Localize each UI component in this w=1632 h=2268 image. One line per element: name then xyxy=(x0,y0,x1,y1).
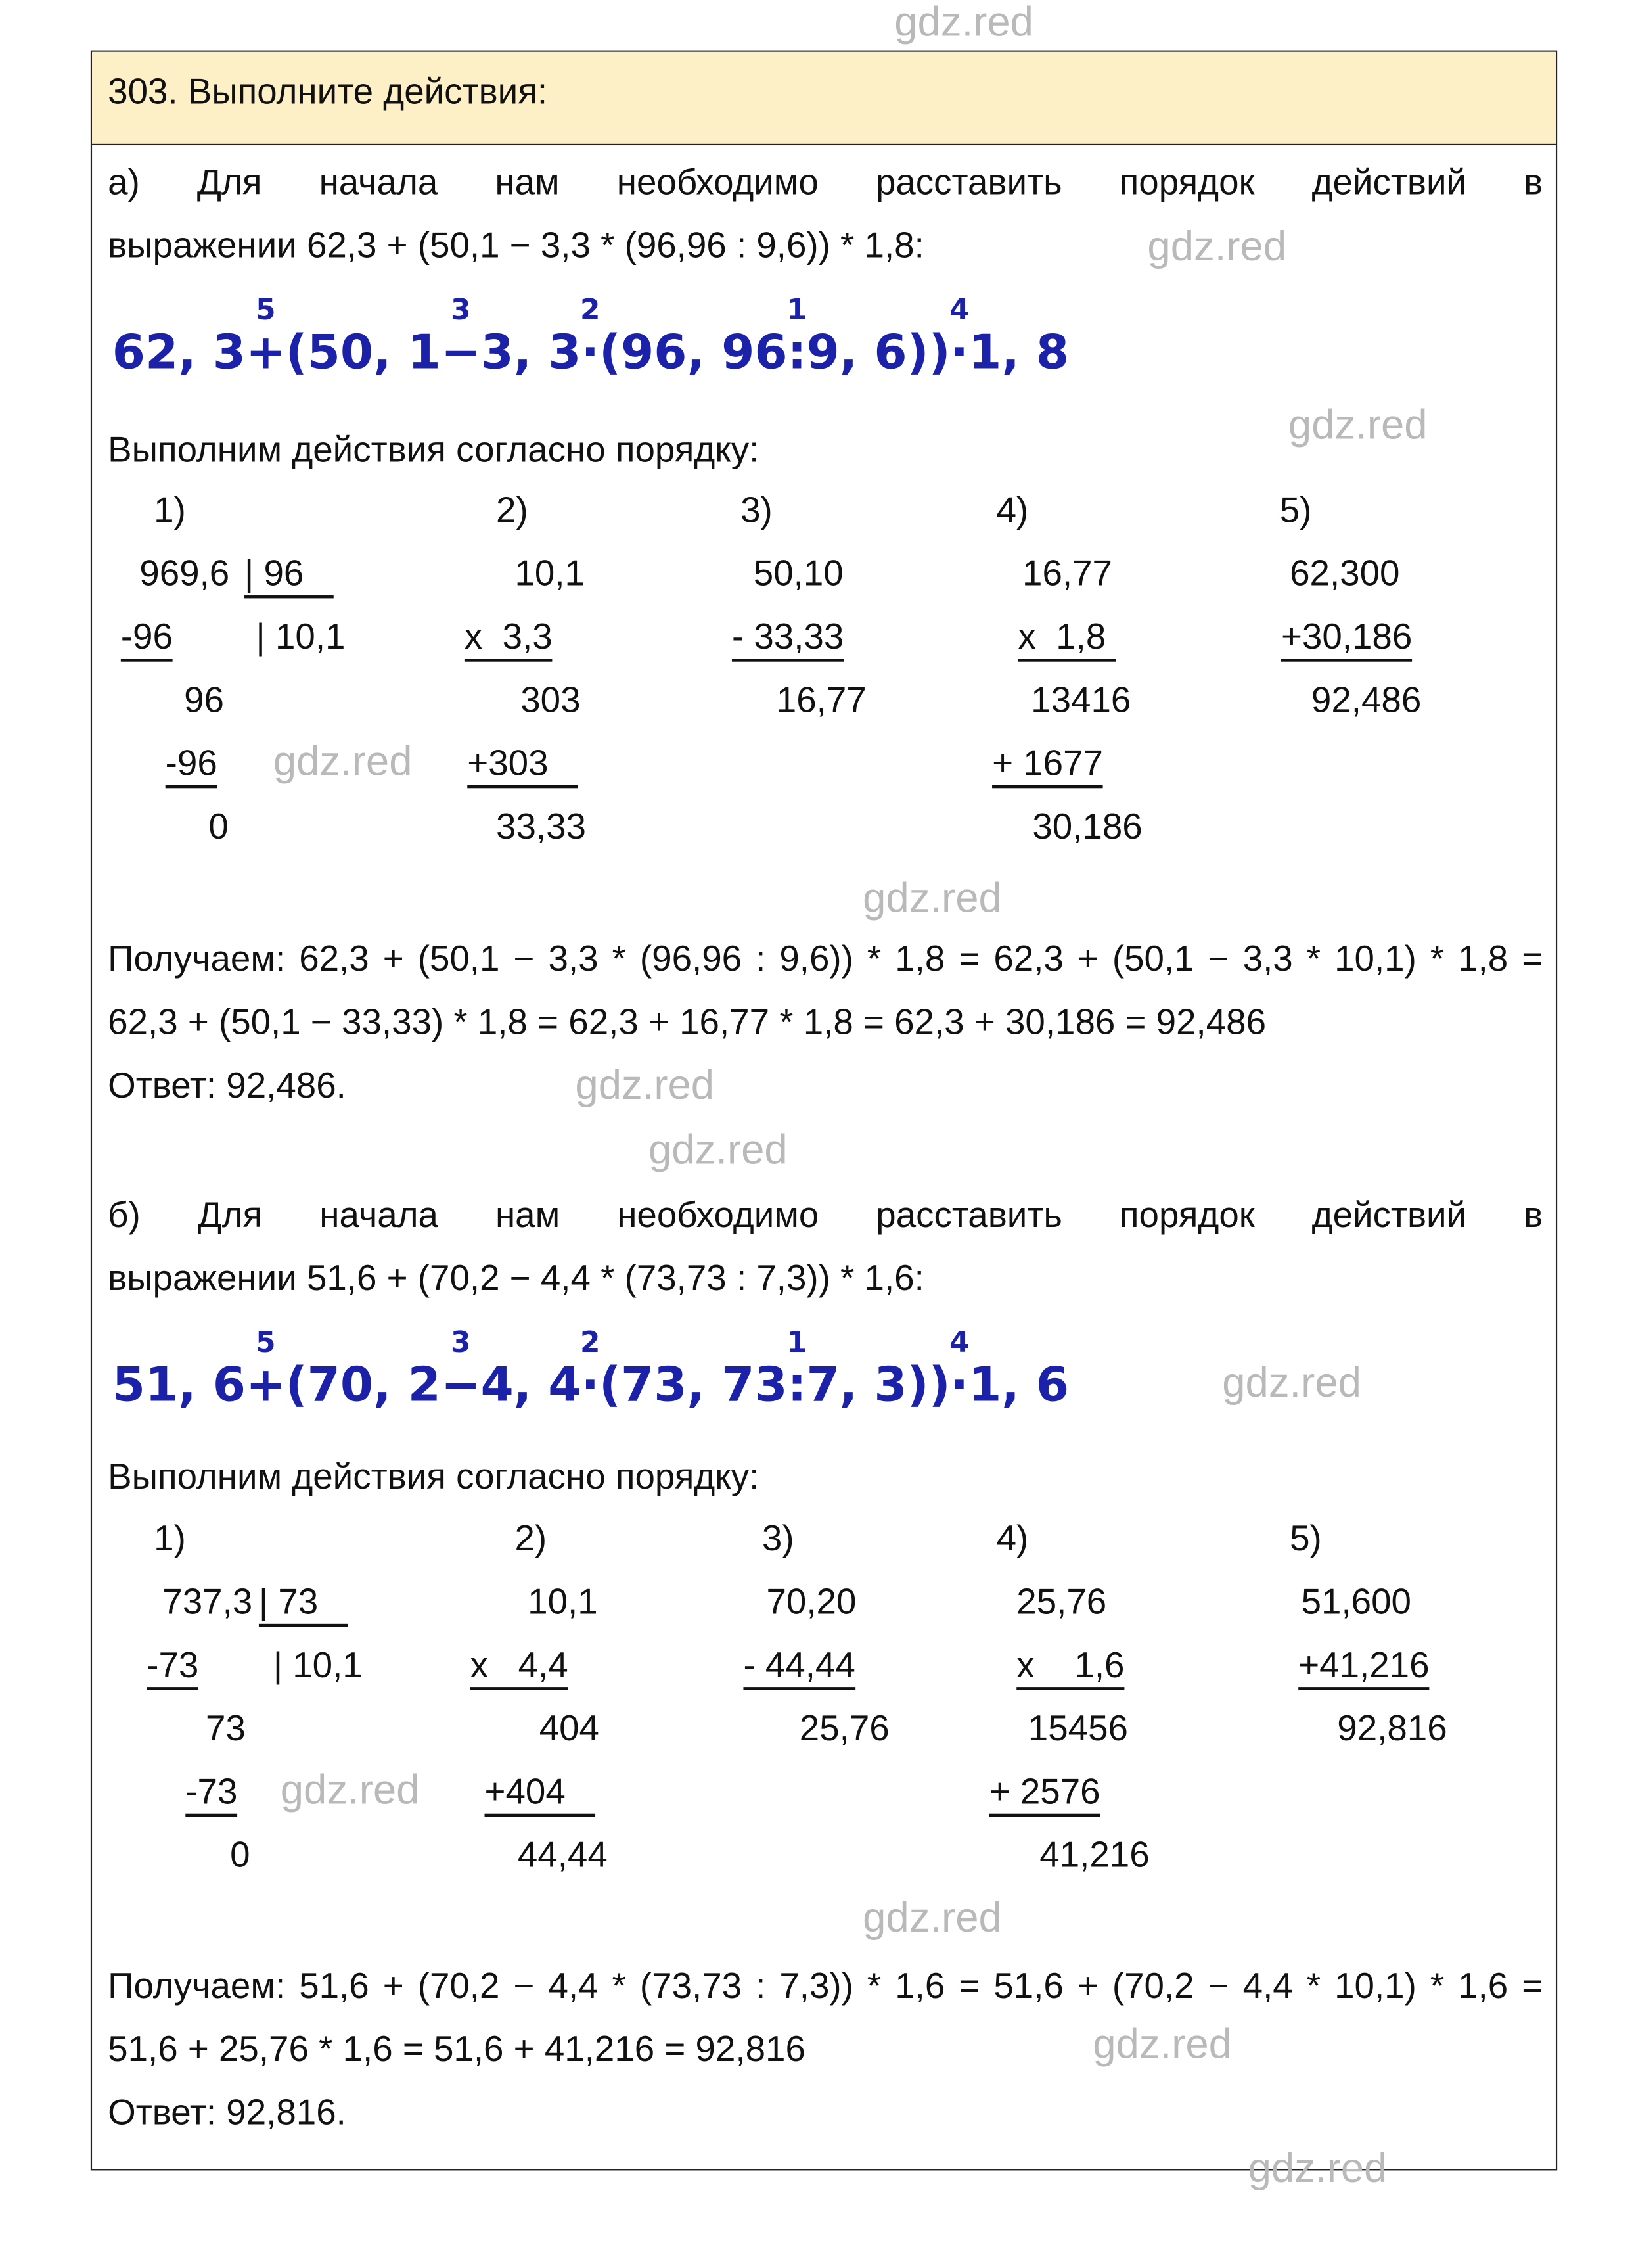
operator: + 5 xyxy=(246,292,286,380)
calc-entry: | 96 xyxy=(244,552,334,598)
operator: + 5 xyxy=(246,1324,286,1413)
calc-entry: 62,300 xyxy=(1290,553,1400,594)
watermark: gdz.red xyxy=(648,1127,788,1174)
calc-entry: 303 xyxy=(520,680,581,721)
part-b-intro-line1: б) Для начала нам необходимо расставить порядок действий в xyxy=(108,1195,1543,1236)
part-b-intro-line2: выражении 51,6 + (70,2 − 4,4 * (73,73 : 7,3)) * 1,6: xyxy=(108,1258,924,1299)
part-a-intro-line1: а) Для начала нам необходимо расставить порядок действий в xyxy=(108,162,1543,203)
order-number: 3 xyxy=(450,292,471,327)
calc-entry: 70,20 xyxy=(766,1582,857,1623)
operator: · 4 xyxy=(949,292,970,380)
order-number: 4 xyxy=(949,292,970,327)
part-b-steps-label: Выполним действия согласно порядку: xyxy=(108,1456,759,1498)
part-a-result-line1: Получаем: 62,3 + (50,1 − 3,3 * (96,96 : 9,6)) * 1,8 = 62,3 + (50,1 − 3,3 * 10,1) * 1,8 = xyxy=(108,939,1543,980)
order-number: 4 xyxy=(949,1324,970,1360)
operand: 1, 6 xyxy=(968,1356,1070,1413)
step-number: 2) xyxy=(496,490,528,531)
task-title: 303. Выполните действия: xyxy=(108,72,548,112)
calc-entry: 0 xyxy=(230,1835,250,1876)
calc-entry: | 10,1 xyxy=(273,1645,363,1686)
step-number: 1) xyxy=(154,1519,186,1560)
calc-entry: + 1677 xyxy=(992,742,1103,788)
calc-entry: 50,10 xyxy=(753,553,844,594)
calc-entry: +30,186 xyxy=(1281,616,1412,662)
step-number: 3) xyxy=(740,490,773,531)
calc-entry: +41,216 xyxy=(1298,1644,1429,1690)
part-a-order-expression xyxy=(112,292,1070,380)
calc-entry: x 1,8 xyxy=(1018,616,1116,662)
calc-entry: | 10,1 xyxy=(256,616,346,658)
watermark: gdz.red xyxy=(1248,2146,1388,2192)
watermark: gdz.red xyxy=(1288,402,1428,449)
step-number: 4) xyxy=(996,1519,1029,1560)
watermark: gdz.red xyxy=(1222,1360,1361,1407)
part-a-answer: Ответ: 92,486. xyxy=(108,1065,346,1106)
part-b-result-line1: Получаем: 51,6 + (70,2 − 4,4 * (73,73 : 7,3)) * 1,6 = 51,6 + (70,2 − 4,4 * 10,1) * 1,6 = xyxy=(108,1966,1543,2006)
operator: − 3 xyxy=(440,292,481,380)
calc-entry: 404 xyxy=(539,1708,599,1749)
order-number: 1 xyxy=(786,1324,807,1360)
calc-entry: +303 xyxy=(467,742,578,788)
calc-entry: 30,186 xyxy=(1032,806,1143,848)
step-number: 3) xyxy=(761,1519,794,1560)
watermark: gdz.red xyxy=(863,1895,1002,1942)
part-a-result-line2: 62,3 + (50,1 − 33,33) * 1,8 = 62,3 + 16,77 * 1,8 = 62,3 + 30,186 = 92,486 xyxy=(108,1002,1267,1043)
operator: · 4 xyxy=(949,1324,970,1413)
operand: (50, 1 xyxy=(285,323,441,380)
watermark: gdz.red xyxy=(863,875,1002,922)
step-number: 5) xyxy=(1279,490,1312,531)
operand: 9, 6)) xyxy=(806,323,951,380)
operator: : 1 xyxy=(786,292,807,380)
calc-entry: -96 xyxy=(166,742,217,788)
operand: 4, 4 xyxy=(480,1356,581,1413)
task-header xyxy=(92,52,1556,145)
calc-entry: 96 xyxy=(184,680,224,721)
calc-entry: 44,44 xyxy=(517,1835,608,1876)
calc-entry: x 4,4 xyxy=(470,1644,568,1690)
operator: − 3 xyxy=(440,1324,481,1413)
calc-entry: 969,6 xyxy=(139,553,230,594)
order-number: 3 xyxy=(450,1324,471,1360)
calc-entry: 33,33 xyxy=(496,806,586,848)
calc-entry: -73 xyxy=(147,1644,198,1690)
calc-entry: | 73 xyxy=(259,1581,348,1627)
calc-entry: 10,1 xyxy=(528,1582,598,1623)
calc-entry: - 33,33 xyxy=(732,616,844,662)
part-b-order-expression xyxy=(112,1324,1070,1413)
order-number: 2 xyxy=(580,1324,601,1360)
order-number: 1 xyxy=(786,292,807,327)
watermark: gdz.red xyxy=(273,739,413,785)
calc-entry: + 2576 xyxy=(989,1770,1100,1817)
calc-entry: -73 xyxy=(185,1770,237,1817)
calc-entry: 0 xyxy=(208,806,229,848)
calc-entry: 41,216 xyxy=(1039,1835,1150,1876)
calc-entry: - 44,44 xyxy=(743,1644,855,1690)
order-number: 5 xyxy=(256,1324,276,1360)
calc-entry: 92,816 xyxy=(1337,1708,1447,1749)
calc-entry: 737,3 xyxy=(162,1582,253,1623)
step-number: 1) xyxy=(154,490,186,531)
operator: · 2 xyxy=(580,292,601,380)
step-number: 4) xyxy=(996,490,1029,531)
calc-entry: 25,76 xyxy=(1016,1582,1107,1623)
watermark: gdz.red xyxy=(894,0,1033,47)
step-number: 2) xyxy=(514,1519,547,1560)
calc-entry: 16,77 xyxy=(776,680,867,721)
operand: 51, 6 xyxy=(112,1356,246,1413)
step-number: 5) xyxy=(1290,1519,1322,1560)
calc-entry: 25,76 xyxy=(799,1708,890,1749)
order-number: 2 xyxy=(580,292,601,327)
calc-entry: 73 xyxy=(205,1708,246,1749)
watermark: gdz.red xyxy=(1093,2022,1232,2069)
part-a-intro-line2: выражении 62,3 + (50,1 − 3,3 * (96,96 : 9,6)) * 1,8: xyxy=(108,225,924,266)
operand: (73, 73 xyxy=(599,1356,788,1413)
calc-entry: -96 xyxy=(121,616,173,662)
calc-entry: 16,77 xyxy=(1022,553,1112,594)
operand: 62, 3 xyxy=(112,323,246,380)
calc-entry: +404 xyxy=(485,1770,596,1817)
calc-entry: 92,486 xyxy=(1311,680,1422,721)
part-a-steps-label: Выполним действия согласно порядку: xyxy=(108,430,759,471)
calc-entry: 10,1 xyxy=(514,553,585,594)
operator: · 2 xyxy=(580,1324,601,1413)
part-b-answer: Ответ: 92,816. xyxy=(108,2093,346,2133)
watermark: gdz.red xyxy=(575,1063,715,1109)
calc-entry: x 1,6 xyxy=(1016,1644,1124,1690)
calc-entry: 51,600 xyxy=(1301,1582,1411,1623)
calc-entry: 13416 xyxy=(1031,680,1131,721)
calc-entry: x 3,3 xyxy=(465,616,553,662)
operand: (70, 2 xyxy=(285,1356,441,1413)
operator: : 1 xyxy=(786,1324,807,1413)
part-b-result-line2: 51,6 + 25,76 * 1,6 = 51,6 + 41,216 = 92,816 xyxy=(108,2029,805,2070)
operand: 7, 3)) xyxy=(806,1356,951,1413)
order-number: 5 xyxy=(256,292,276,327)
watermark: gdz.red xyxy=(280,1767,420,1814)
calc-entry: 15456 xyxy=(1028,1708,1128,1749)
operand: 1, 8 xyxy=(968,323,1070,380)
operand: (96, 96 xyxy=(599,323,788,380)
watermark: gdz.red xyxy=(1147,224,1287,271)
operand: 3, 3 xyxy=(480,323,581,380)
